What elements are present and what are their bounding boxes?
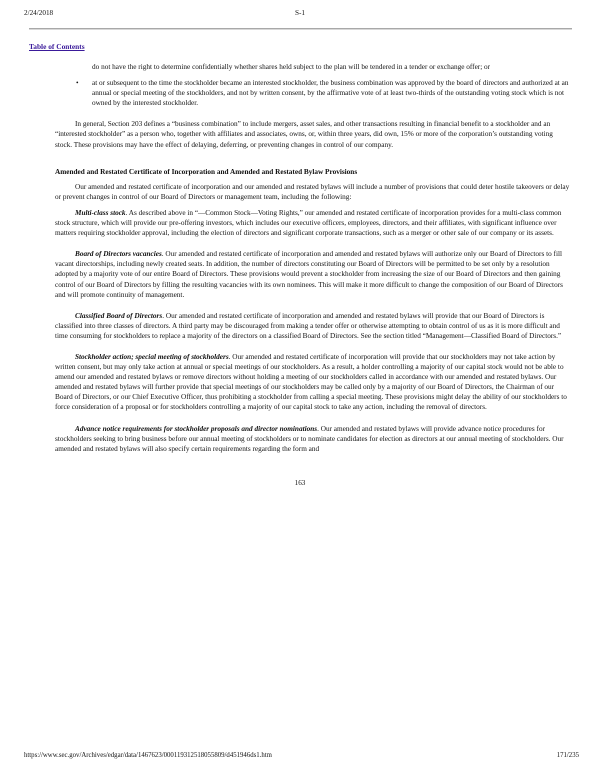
page-number: 163 bbox=[294, 479, 306, 487]
provision-advance-notice bbox=[55, 424, 570, 454]
provision-board-vacancies bbox=[55, 249, 570, 299]
provision-stockholder-action bbox=[55, 352, 570, 413]
table-of-contents-link[interactable]: Table of Contents bbox=[29, 42, 85, 51]
bullet-text: at or subsequent to the time the stockholder became an interested stockholder, the business combination was approved by the board of directors and authorized at an annual or special meeting of the stockholders, and not by written consent, by the affirmative vote of at least two-thirds of the outstanding voting stock which is not owned by the interested stockholder. bbox=[92, 79, 569, 108]
provision-title: Classified Board of Directors bbox=[75, 311, 163, 320]
section-heading: Amended and Restated Certificate of Incorporation and Amended and Restated Bylaw Provisions bbox=[55, 167, 358, 176]
document-title: S-1 bbox=[295, 9, 305, 17]
provision-title: Multi-class stock bbox=[75, 208, 126, 217]
continuation-line: do not have the right to determine confidentially whether shares held subject to the plan will be tendered in a tender or exchange offer; or bbox=[92, 63, 491, 71]
bullet-item bbox=[55, 78, 570, 108]
provision-classified-board bbox=[55, 311, 570, 341]
provision-multi-class-stock bbox=[55, 208, 570, 238]
provision-title: Stockholder action; special meeting of stockholders bbox=[75, 352, 229, 361]
section-203-paragraph: In general, Section 203 defines a “business combination” to include mergers, asset sales, and other transactions resulting in financial benefit to a stockholder and an “interested stockholder” as a person who, together with affiliates and associates, owns, or, within three years, did own, 15% or more of the corporation’s outstanding voting stock. These provisions may have the effect of delaying, deferring, or preventing changes in control of our company. bbox=[55, 120, 553, 149]
document-body bbox=[55, 62, 570, 454]
source-url: https://www.sec.gov/Archives/edgar/data/1467623/000119312518055809/d451946ds1.htm bbox=[24, 752, 272, 759]
header-divider bbox=[29, 28, 572, 30]
provision-title: Advance notice requirements for stockholder proposals and director nominations bbox=[75, 424, 318, 433]
print-date: 2/24/2018 bbox=[24, 9, 54, 17]
page-count: 171/235 bbox=[556, 752, 579, 759]
provision-title: Board of Directors vacancies bbox=[75, 250, 162, 259]
bullet-icon: • bbox=[76, 79, 79, 88]
provision-text: . Our amended and restated bylaws will provide advance notice procedures for stockholders seeking to bring business before our annual meeting of stockholders or to nominate candidates for election as directors at our annual meeting of stockholders. Our amended and restated bylaws will also specify certain requirements regarding the form and bbox=[55, 424, 564, 453]
provision-text: . Our amended and restated certificate of incorporation will provide that our stockholders may not take action by written consent, but may only take action at annual or special meetings of our stockholders. As a result, a holder controlling a majority of our capital stock would not be able to amend our amended and restated bylaws or remove directors without holding a meeting of our stockholders called in accordance with our amended and restated bylaws. Our amended and restated bylaws will further provide that special meetings of our stockholders may be called only by a majority of our Board of Directors, the Chairman of our Board of Directors, or our Chief Executive Officer, thus prohibiting a stockholder from calling a special meeting. These provisions might delay the ability of our stockholders to force consideration of a proposal or for stockholders controlling a majority of our capital stock to take any action, including the removal of directors. bbox=[55, 352, 567, 412]
provision-text: . Our amended and restated certificate of incorporation and amended and restated bylaws will authorize only our Board of Directors to fill vacant directorships, including newly created seats. In addition, the number of directors constituting our Board of Directors will be permitted to be set only by a resolution adopted by a majority vote of our entire Board of Directors. These provisions would prevent a stockholder from increasing the size of our Board of Directors and then gaining control of our Board of Directors by filling the resulting vacancies with its own nominees. This will make it more difficult to change the composition of our Board of Directors and will promote continuity of management. bbox=[55, 250, 563, 299]
intro-paragraph: Our amended and restated certificate of incorporation and our amended and restated bylaws will include a number of provisions that could deter hostile takeovers or delay or prevent changes in control of our Board of Directors or management team, including the following: bbox=[55, 182, 570, 201]
provision-text: . As described above in “—Common Stock—Voting Rights,” our amended and restated certificate of incorporation provides for a multi-class common stock structure, which will provide our pre-offering investors, which includes our executive officers, employees, directors, and their affiliates, with significant influence over matters requiring stockholder approval, including the election of directors and significant corporate transactions, such as a merger or other sale of our company or its assets. bbox=[55, 208, 562, 238]
provision-text: . Our amended and restated certificate of incorporation and amended and restated bylaws will provide that our Board of Directors is classified into three classes of directors. A third party may be discouraged from making a tender offer or otherwise attempting to obtain control of us as it is more difficult and time consuming for stockholders to replace a majority of the directors on a classified Board of Directors. See the section titled “Management—Classified Board of Directors.” bbox=[55, 311, 562, 340]
